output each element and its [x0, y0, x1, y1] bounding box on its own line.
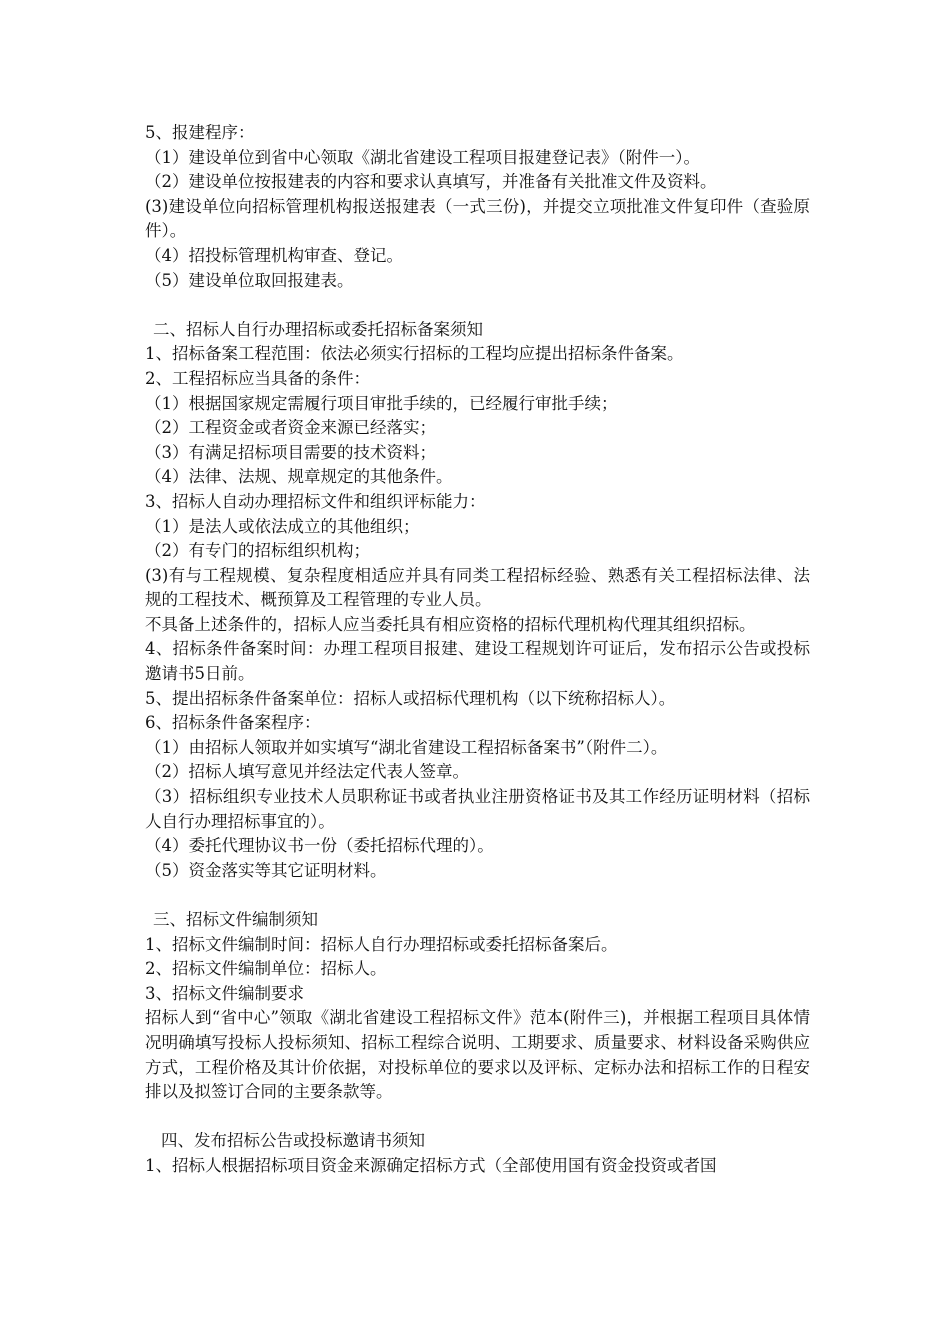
list-item: （1）建设单位到省中心领取《湖北省建设工程项目报建登记表》（附件一）。	[145, 147, 700, 167]
list-item: （2）建设单位按报建表的内容和要求认真填写，并准备有关批准文件及资料。	[145, 172, 717, 192]
list-item: （4）委托代理协议书一份（委托招标代理的）。	[145, 836, 494, 856]
list-item: （1）由招标人领取并如实填写“湖北省建设工程招标备案书”（附件二）。	[145, 737, 668, 757]
list-item: （2）工程资金或者资金来源已经落实；	[145, 418, 436, 438]
section-heading-3: 三、招标文件编制须知	[153, 910, 318, 929]
paragraph: 3、招标人自动办理招标文件和组织评标能力：	[145, 491, 486, 511]
list-item: （1）根据国家规定需履行项目审批手续的，已经履行审批手续；	[145, 393, 618, 413]
section-heading-4: 四、发布招标公告或投标邀请书须知	[161, 1131, 425, 1151]
blank-line	[145, 293, 810, 318]
list-item: （2）招标人填写意见并经法定代表人签章。	[145, 762, 469, 782]
list-item: （3）有满足招标项目需要的技术资料；	[145, 442, 436, 462]
paragraph: 6、招标条件备案程序：	[145, 713, 321, 733]
paragraph: 2、招标文件编制单位：招标人。	[145, 959, 387, 979]
paragraph: 5、提出招标条件备案单位：招标人或招标代理机构（以下统称招标人）。	[145, 688, 676, 708]
paragraph: 1、招标备案工程范围：依法必须实行招标的工程均应提出招标条件备案。	[145, 344, 684, 364]
list-item: （4）法律、法规、规章规定的其他条件。	[145, 467, 453, 487]
blank-line	[145, 1105, 810, 1130]
blank-line	[145, 883, 810, 908]
paragraph: 3、招标文件编制要求	[145, 983, 304, 1003]
paragraph: 4、招标条件备案时间：办理工程项目报建、建设工程规划许可证后，发布招示公告或投标邀请书5日前。	[145, 639, 810, 684]
paragraph: 不具备上述条件的，招标人应当委托具有相应资格的招标代理机构代理其组织招标。	[145, 614, 756, 634]
section-heading-2: 二、招标人自行办理招标或委托招标备案须知	[153, 319, 483, 339]
paragraph: 1、招标人根据招标项目资金来源确定招标方式（全部使用国有资金投资或者国	[145, 1155, 717, 1175]
list-item: （4）招投标管理机构审查、登记。	[145, 245, 403, 265]
section-step5-title: 5、报建程序：	[145, 123, 255, 142]
list-item: (3)建设单位向招标管理机构报送报建表（一式三份)，并提交立项批准文件复印件（查验原件）。	[145, 196, 810, 241]
list-item: （1）是法人或依法成立的其他组织；	[145, 516, 420, 536]
list-item: （2）有专门的招标组织机构；	[145, 541, 370, 561]
paragraph: 1、招标文件编制时间：招标人自行办理招标或委托招标备案后。	[145, 934, 618, 954]
paragraph: 招标人到“省中心”领取《湖北省建设工程招标文件》范本(附件三)，并根据工程项目具体情况明确填写投标人投标须知、招标工程综合说明、工期要求、质量要求、材料设备采购供应方式，工程价格及其计价依据，对投标单位的要求以及评标、定标办法和招标工作的日程安排以及拟签订合同的主要条款等。	[145, 1008, 810, 1102]
list-item: (3)有与工程规模、复杂程度相适应并具有同类工程招标经验、熟悉有关工程招标法律、法规的工程技术、概预算及工程管理的专业人员。	[145, 565, 810, 610]
document-page	[145, 121, 810, 1179]
list-item: （5）建设单位取回报建表。	[145, 270, 354, 290]
list-item: （3）招标组织专业技术人员职称证书或者执业注册资格证书及其工作经历证明材料（招标人自行办理招标事宜的）。	[145, 787, 810, 831]
paragraph: 2、工程招标应当具备的条件：	[145, 368, 370, 388]
list-item: （5）资金落实等其它证明材料。	[145, 860, 387, 880]
